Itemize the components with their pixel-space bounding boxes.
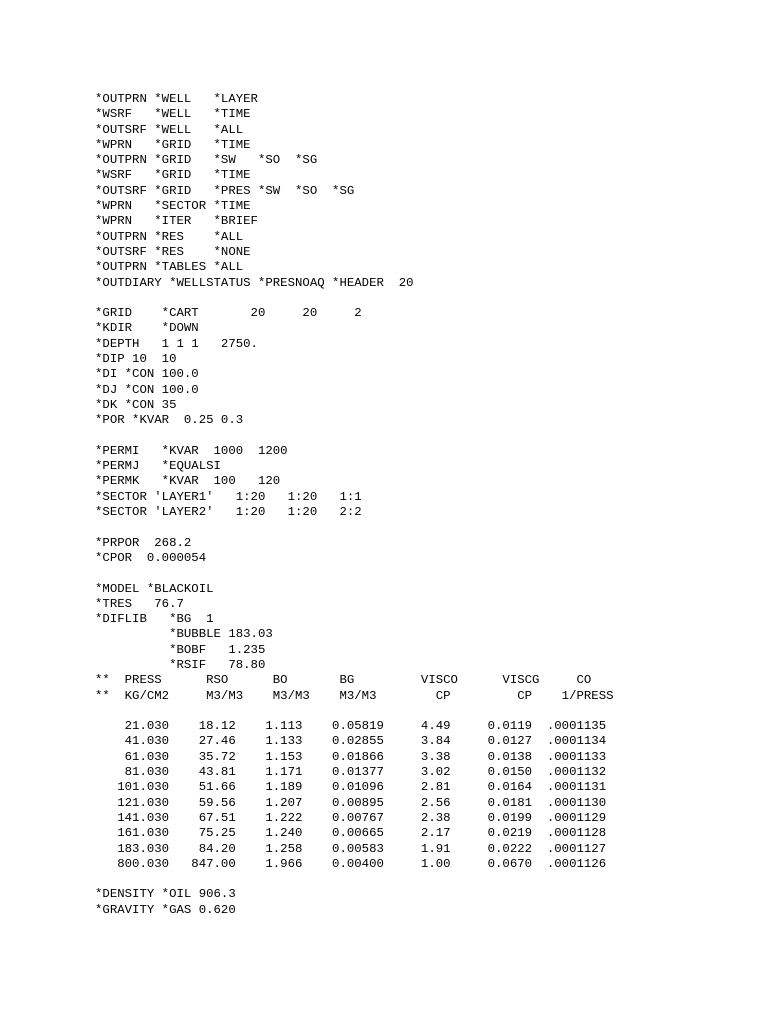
- blank-line: [95, 520, 755, 535]
- text-line: *DIFLIB *BG 1: [95, 612, 214, 627]
- text-line: *OUTSRF *GRID *PRES *SW *SO *SG: [95, 183, 355, 198]
- text-line: 61.030 35.72 1.153 0.01866 3.38 0.0138 .0001133: [95, 749, 607, 764]
- blank-line: [95, 429, 755, 444]
- text-line: *WPRN *SECTOR *TIME: [95, 199, 251, 214]
- blank-line: [95, 566, 755, 581]
- text-line: *OUTPRN *GRID *SW *SO *SG: [95, 153, 318, 168]
- text-line: *DI *CON 100.0: [95, 367, 199, 382]
- text-line: *SECTOR 'LAYER2' 1:20 1:20 2:2: [95, 505, 362, 520]
- text-line: *KDIR *DOWN: [95, 321, 199, 336]
- text-line: 161.030 75.25 1.240 0.00665 2.17 0.0219 .0001128: [95, 826, 607, 841]
- text-line: *DIP 10 10: [95, 352, 177, 367]
- text-line: *WSRF *WELL *TIME: [95, 107, 251, 122]
- text-line: *TRES 76.7: [95, 596, 184, 611]
- text-line: *PRPOR 268.2: [95, 535, 192, 550]
- text-line: *CPOR 0.000054: [95, 550, 207, 565]
- text-line: 21.030 18.12 1.113 0.05819 4.49 0.0119 .0001135: [95, 719, 607, 734]
- blank-line: [95, 872, 755, 887]
- text-line: *GRID *CART 20 20 2: [95, 306, 362, 321]
- text-line: *OUTPRN *TABLES *ALL: [95, 260, 244, 275]
- text-line: ** PRESS RSO BO BG VISCO VISCG CO: [95, 673, 592, 688]
- text-line: *DJ *CON 100.0: [95, 382, 199, 397]
- text-line: *RSIF 78.80: [95, 657, 266, 672]
- text-line: *MODEL *BLACKOIL: [95, 581, 214, 596]
- text-line: *BUBBLE 183.03: [95, 627, 273, 642]
- text-line: *OUTSRF *WELL *ALL: [95, 122, 244, 137]
- text-line: 800.030 847.00 1.966 0.00400 1.00 0.0670 .0001126: [95, 856, 607, 871]
- text-line: *DENSITY *OIL 906.3: [95, 887, 236, 902]
- text-line: 183.030 84.20 1.258 0.00583 1.91 0.0222 .0001127: [95, 841, 607, 856]
- text-line: 141.030 67.51 1.222 0.00767 2.38 0.0199 .0001129: [95, 810, 607, 825]
- text-line: *PERMK *KVAR 100 120: [95, 474, 281, 489]
- text-line: *GRAVITY *GAS 0.620: [95, 902, 236, 917]
- text-line: *WPRN *GRID *TIME: [95, 137, 251, 152]
- text-line: *DK *CON 35: [95, 397, 177, 412]
- text-line: *PERMI *KVAR 1000 1200: [95, 443, 288, 458]
- text-line: *PERMJ *EQUALSI: [95, 459, 221, 474]
- text-line: *DEPTH 1 1 1 2750.: [95, 336, 258, 351]
- document-text: [95, 92, 755, 918]
- blank-line: [95, 704, 755, 719]
- text-line: 101.030 51.66 1.189 0.01096 2.81 0.0164 .0001131: [95, 780, 607, 795]
- text-line: *OUTSRF *RES *NONE: [95, 244, 251, 259]
- text-line: *WPRN *ITER *BRIEF: [95, 214, 258, 229]
- text-line: *OUTPRN *WELL *LAYER: [95, 92, 258, 106]
- text-line: *BOBF 1.235: [95, 642, 266, 657]
- text-line: ** KG/CM2 M3/M3 M3/M3 M3/M3 CP CP 1/PRESS: [95, 688, 614, 703]
- text-line: *OUTPRN *RES *ALL: [95, 229, 244, 244]
- text-line: *WSRF *GRID *TIME: [95, 168, 251, 183]
- blank-line: [95, 291, 755, 306]
- text-line: *SECTOR 'LAYER1' 1:20 1:20 1:1: [95, 489, 362, 504]
- text-line: 41.030 27.46 1.133 0.02855 3.84 0.0127 .0001134: [95, 734, 607, 749]
- text-line: *POR *KVAR 0.25 0.3: [95, 413, 244, 428]
- text-line: 121.030 59.56 1.207 0.00895 2.56 0.0181 .0001130: [95, 795, 607, 810]
- text-line: *OUTDIARY *WELLSTATUS *PRESNOAQ *HEADER 20: [95, 275, 414, 290]
- text-line: 81.030 43.81 1.171 0.01377 3.02 0.0150 .0001132: [95, 765, 607, 780]
